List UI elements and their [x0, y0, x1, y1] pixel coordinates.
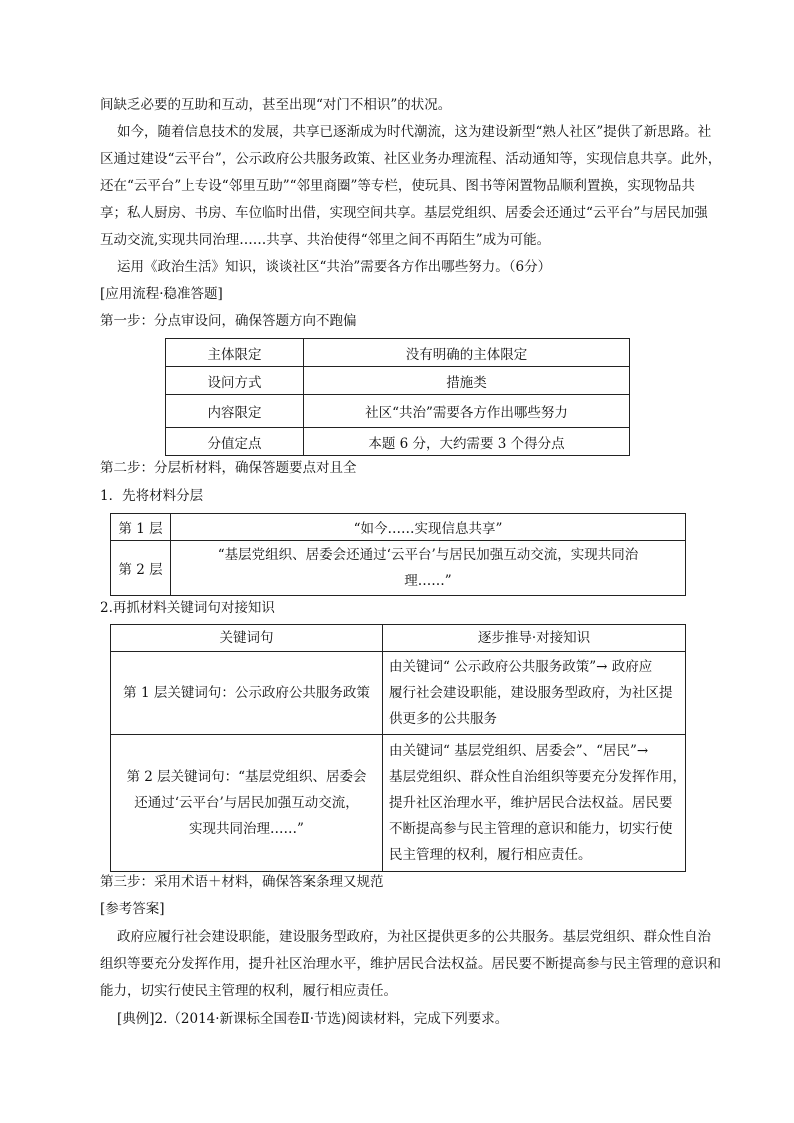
layer-text-line: 理……”	[404, 573, 452, 589]
table-row	[111, 735, 686, 872]
deduction-cell	[383, 652, 686, 735]
layer-text-line: “基层党组织、居委会还通过‘云平台’与居民加强互动交流，实现共同治	[217, 547, 639, 563]
table-row	[111, 652, 686, 735]
keyword-line: 实现共同治理……”	[189, 821, 304, 837]
layers-table	[110, 513, 686, 596]
flow-title: [应用流程·稳准答题]	[100, 286, 223, 302]
intro-line: 区通过建设“云平台”，公示政府公共服务政策、社区业务办理流程、活动通知等，实现信息共享。此外，	[100, 151, 722, 167]
table-cell: 设问方式	[166, 367, 304, 395]
step1-table	[165, 338, 630, 456]
answer-line: 能力，切实行使民主管理的权利，履行相应责任。	[100, 983, 397, 999]
deduction-line: 由关键词“ 基层党组织、居委会”、“居民”→	[389, 743, 649, 759]
table-header: 关键词句	[111, 625, 383, 652]
table-cell: 分值定点	[166, 428, 304, 456]
example-heading: [典例]2.（2014·新课标全国卷Ⅱ·节选)阅读材料，完成下列要求。	[117, 1011, 509, 1027]
table-row	[166, 367, 630, 395]
table-row	[111, 625, 686, 652]
table-row	[111, 514, 686, 541]
step2-title: 第二步：分层析材料，确保答题要点对且全	[100, 460, 357, 476]
intro-line: 如今，随着信息技术的发展，共享已逐渐成为时代潮流，这为建设新型“熟人社区”提供了新思路。社	[117, 124, 712, 140]
deduction-line: 履行社会建设职能，建设服务型政府，为社区提	[389, 685, 673, 701]
keywords-table	[110, 624, 686, 872]
question-text: 运用《政治生活》知识，谈谈社区“共治”需要各方作出哪些努力。（6分）	[117, 259, 552, 275]
table-row	[166, 339, 630, 367]
keyword-line: 第 2 层关键词句：“基层党组织、居委会	[126, 769, 367, 785]
answer-line: 组织等要充分发挥作用，提升社区治理水平，维护居民合法权益。居民要不断提高参与民主管理的意识和	[100, 956, 721, 972]
table-cell: 社区“共治”需要各方作出哪些努力	[304, 395, 630, 428]
table-cell: 措施类	[304, 367, 630, 395]
deduction-line: 不断提高参与民主管理的意识和能力，切实行使	[389, 821, 673, 837]
intro-line: 享；私人厨房、书房、车位临时出借，实现空间共享。基层党组织、居委会还通过“云平台”与居民加强	[100, 205, 708, 221]
table-cell: 本题 6 分，大约需要 3 个得分点	[304, 428, 630, 456]
deduction-line: 基层党组织、群众性自治组织等要充分发挥作用，	[389, 769, 686, 785]
table-row	[166, 395, 630, 428]
step1-title: 第一步：分点审设问，确保答题方向不跑偏	[100, 313, 357, 329]
intro-paragraph-1: 间缺乏必要的互助和互动，甚至出现“对门不相识”的状况。	[100, 97, 452, 113]
step3-title: 第三步：采用术语＋材料，确保答案条理又规范	[100, 874, 384, 890]
layer-text: “如今……实现信息共享”	[171, 514, 686, 541]
table-cell: 没有明确的主体限定	[304, 339, 630, 367]
table-row	[166, 428, 630, 456]
answer-line: 政府应履行社会建设职能，建设服务型政府，为社区提供更多的公共服务。基层党组织、群众性自治	[117, 929, 711, 945]
intro-line: 互动交流,实现共同治理……共享、共治使得“邻里之间不再陌生”成为可能。	[100, 232, 551, 248]
table-header: 逐步推导·对接知识	[383, 625, 686, 652]
answer-label: [参考答案]	[100, 901, 165, 917]
table-cell: 主体限定	[166, 339, 304, 367]
deduction-line: 提升社区治理水平，维护居民合法权益。居民要	[389, 795, 673, 811]
step2-subtitle-1: 1．先将材料分层	[100, 488, 204, 504]
deduction-line: 由关键词“ 公示政府公共服务政策”→ 政府应	[389, 659, 653, 675]
deduction-line: 民主管理的权利，履行相应责任。	[389, 847, 592, 863]
layer-label: 第 1 层	[111, 514, 171, 541]
intro-line: 还在“云平台”上专设“邻里互助”“邻里商圈”等专栏，使玩具、图书等闲置物品顺利置换，实现物品共	[100, 178, 695, 194]
keyword-cell	[111, 735, 383, 872]
table-row	[111, 541, 686, 596]
keyword-cell: 第 1 层关键词句：公示政府公共服务政策	[111, 652, 383, 735]
layer-text	[171, 541, 686, 596]
table-cell: 内容限定	[166, 395, 304, 428]
deduction-cell	[383, 735, 686, 872]
layer-label: 第 2 层	[111, 541, 171, 596]
step2-subtitle-2: 2.再抓材料关键词句对接知识	[100, 600, 275, 616]
keyword-line: 还通过‘云平台’与居民加强互动交流，	[134, 795, 359, 811]
deduction-line: 供更多的公共服务	[389, 711, 497, 727]
